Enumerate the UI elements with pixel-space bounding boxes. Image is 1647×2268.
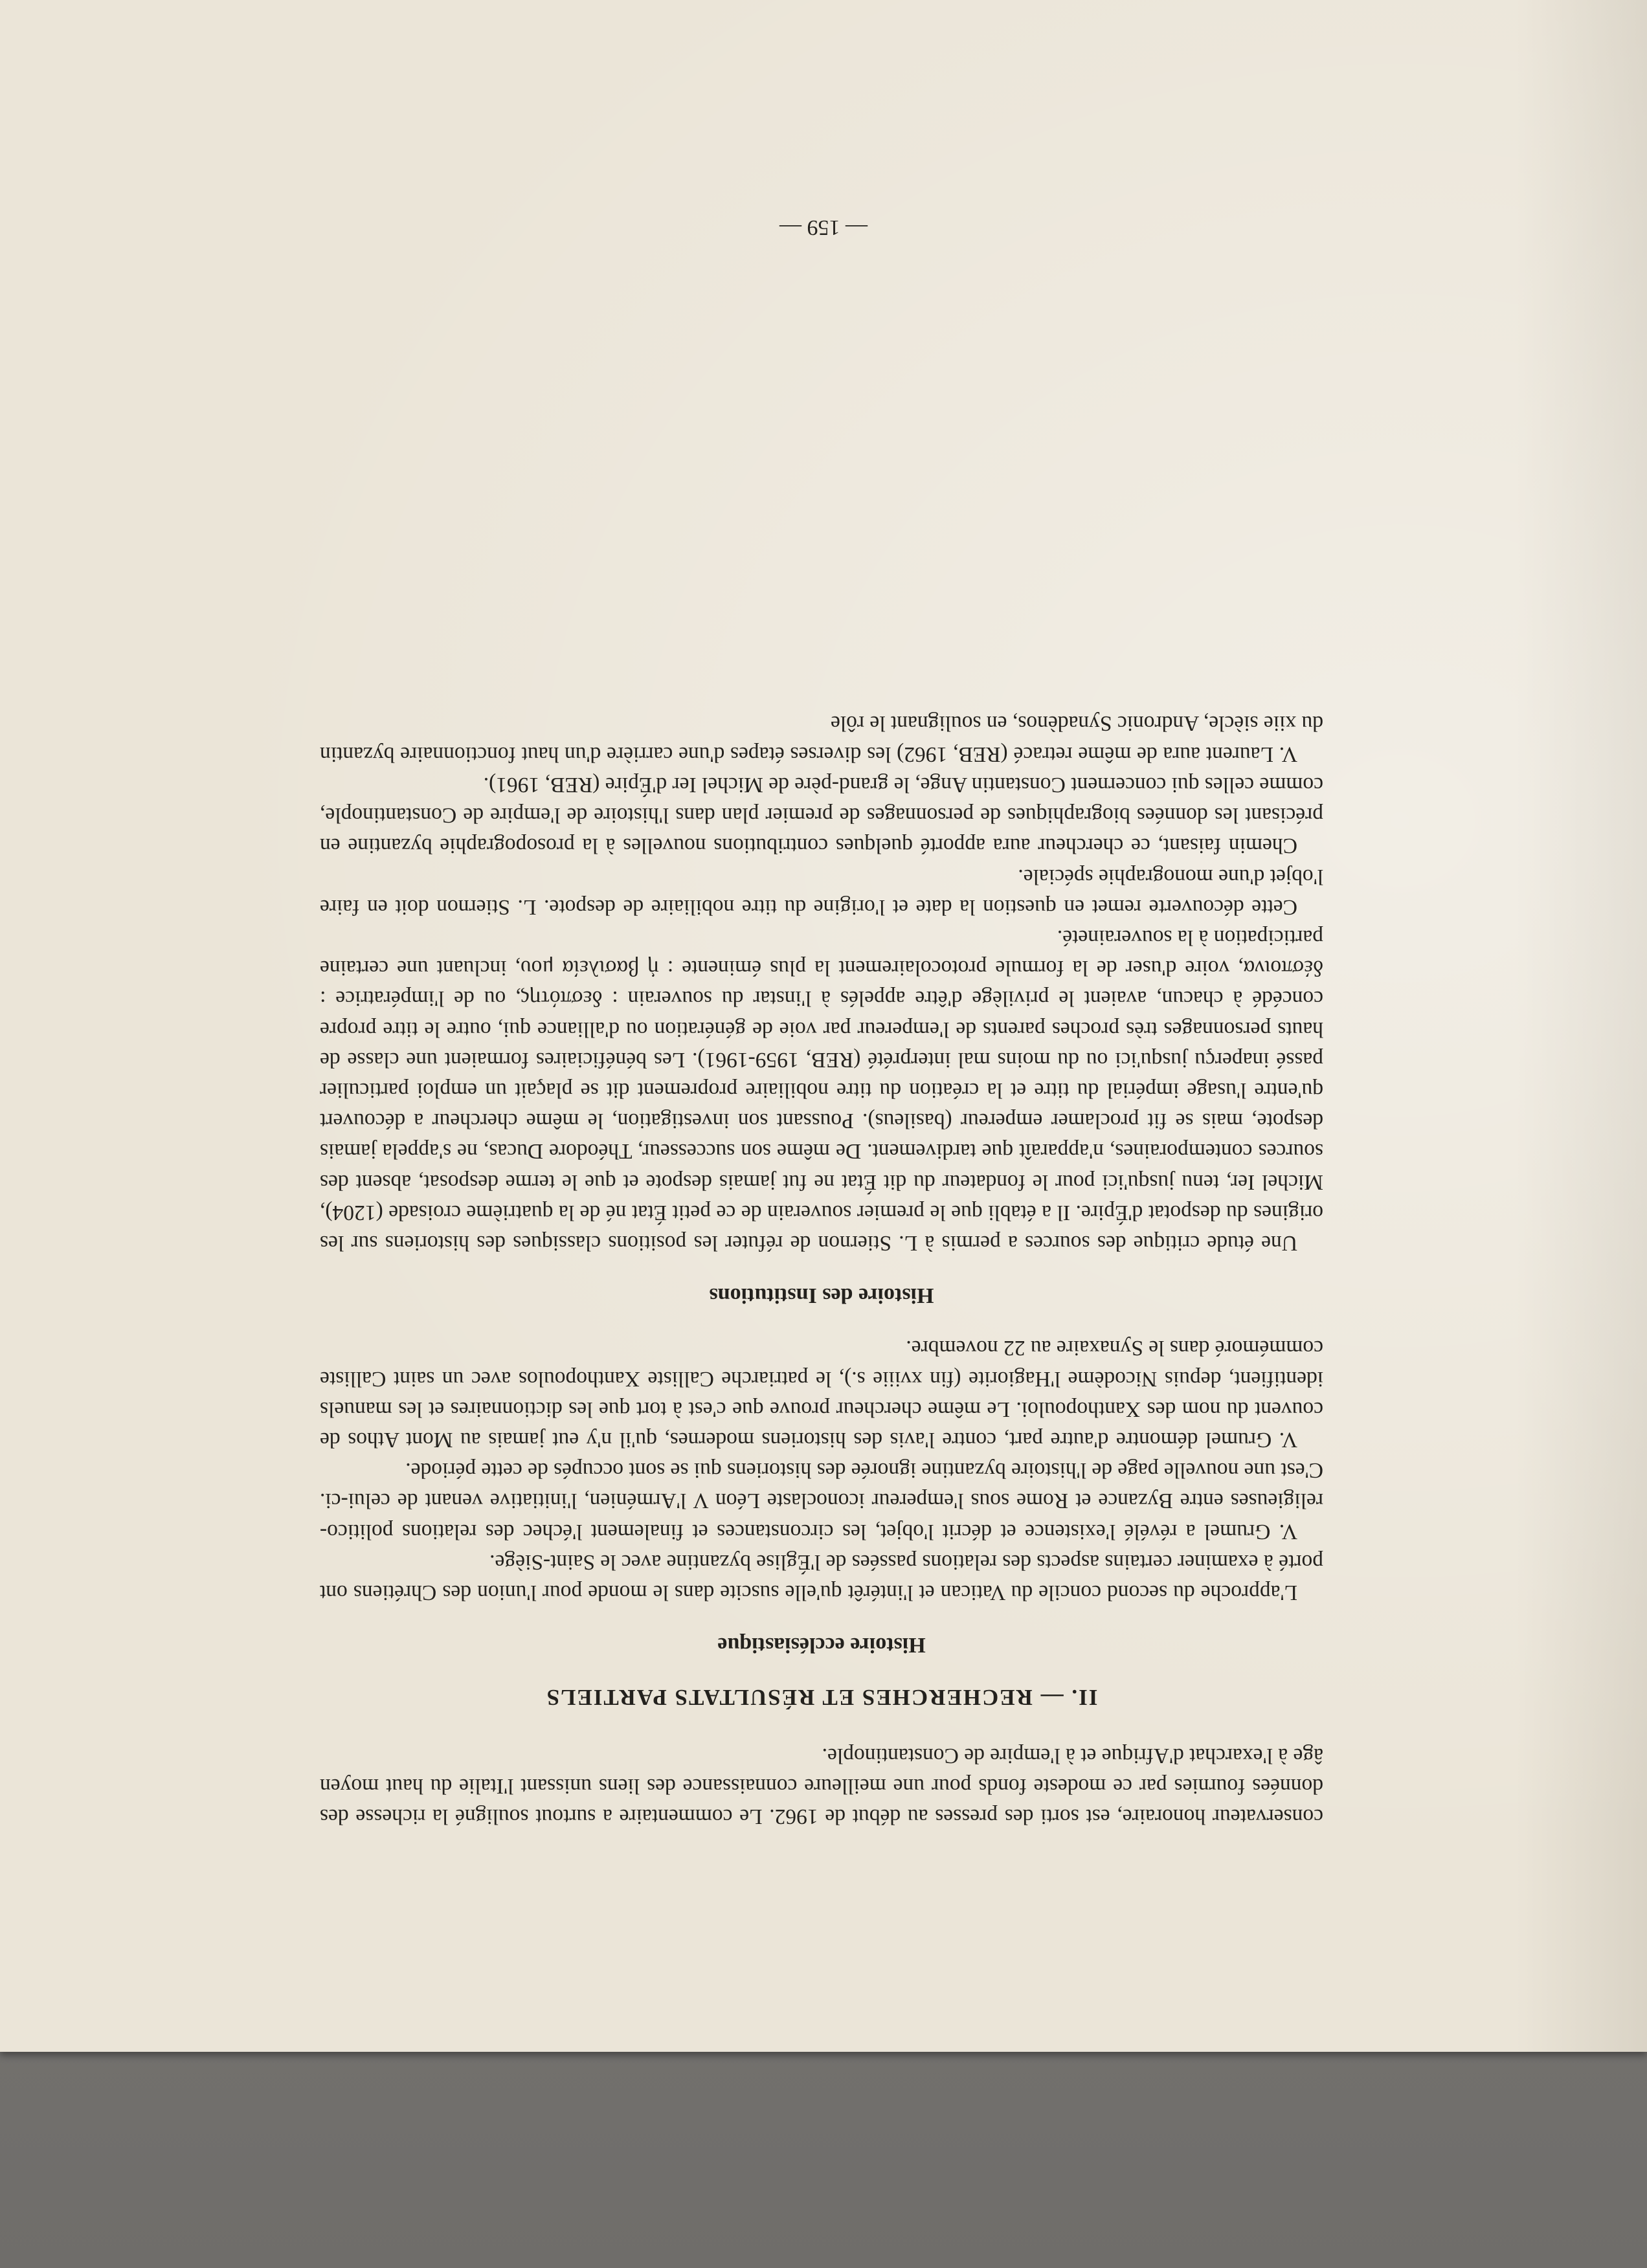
intro-paragraph: conservateur honoraire, est sorti des presses au début de 1962. Le commentaire a surtout souligné la richesse des données fournies par ce modeste fonds pour une meilleure connaissance des liens unissant l'Italie du haut moyen âge à l'exarchat d'Afrique et à l'empire de Constantinople. (320, 1743, 1323, 1829)
paragraph: Une étude critique des sources a permis à L. Stiernon de réfuter les positions classiques des historiens sur les origines du despotat d'Épire. Il a établi que le premier souverain de ce petit État né de la quatrième croisade (1204), Michel Ier, tenu jusqu'ici pour le fondateur du dit État ne fut jamais despote et que le terme desposat, absent des sources contemporaines, n'apparaît que tardivement. De même son successeur, Théodore Ducas, ne s'appela jamais despote, mais se fit proclamer empereur (basileus). Poussant son investigation, le même chercheur a découvert qu'entre l'usage impérial du titre et la création du titre nobiliaire proprement dit se plaçait un emploi particulier passé inaperçu jusqu'ici ou du moins mal interprété (REB, 1959-1961). Les bénéficiaires formaient une classe de hauts personnages très proches parents de l'empereur par voie de génération ou d'alliance qui, outre le titre propre concédé à chacun, avaient le privilège d'être appelés à l'instar du souverain : δεσπότης, ou de l'impératrice : δέσποινα, voire d'user de la formule protocolairement la plus éminente : ἡ βασιλεία μου, incluant une certaine participation à la souveraineté. (320, 925, 1323, 1255)
paragraph: V. Grumel démontre d'autre part, contre l'avis des historiens modernes, qu'il n'y eut jamais au Mont Athos de couvent du nom des Xanthopouloi. Le même chercheur prouve que c'est à tort que les dictionnaires et les manuels identifient, depuis Nicodème l'Hagiorite (fin xviiie s.), le patriarche Calliste Xanthopoulos avec un saint Calliste commémoré dans le Synaxaire au 22 novembre. (320, 1336, 1323, 1452)
paragraph: Chemin faisant, ce chercheur aura apporté quelques contributions nouvelles à la prosopographie byzantine en précisant les données biographiques de personnages de premier plan dans l'histoire de l'empire de Constantinople, comme celles qui concernent Constantin Ange, le grand-père de Michel Ier d'Épire (REB, 1961). (320, 772, 1323, 858)
paragraph: V. Laurent aura de même retracé (REB, 1962) les diverses étapes d'une carrière d'un haut fonctionnaire byzantin du xiie siècle, Andronic Synadènos, en soulignant le rôle (320, 711, 1323, 766)
section-heading-institutions: Histoire des Institutions (709, 1284, 934, 1308)
paragraph: L'approche du second concile du Vatican et l'intérêt qu'elle suscite dans le monde pour l'union des Chrétiens ont porté à examiner certains aspects des relations passées de l'Église byzantine avec le Saint-Siège. (320, 1550, 1323, 1605)
text-block (320, 708, 1323, 1832)
paragraph: V. Grumel a révélé l'existence et décrit l'objet, les circonstances et finalement l'échec des relations politico-religieuses entre Byzance et Rome sous l'empereur iconoclaste Léon V l'Arménien, l'initiative venant de celui-ci. C'est une nouvelle page de l'histoire byzantine ignorée des historiens qui se sont occupés de cette période. (320, 1458, 1323, 1544)
page-number: — 159 — (779, 216, 868, 239)
chapter-heading: II. — RECHERCHES ET RÉSULTATS PARTIELS (545, 1685, 1098, 1711)
section-heading-ecclesiastique: Histoire ecclésiastique (717, 1633, 926, 1658)
paragraph: Cette découverte remet en question la date et l'origine du titre nobiliaire de despote. L. Stiernon doit en faire l'objet d'une monographie spéciale. (320, 864, 1323, 919)
